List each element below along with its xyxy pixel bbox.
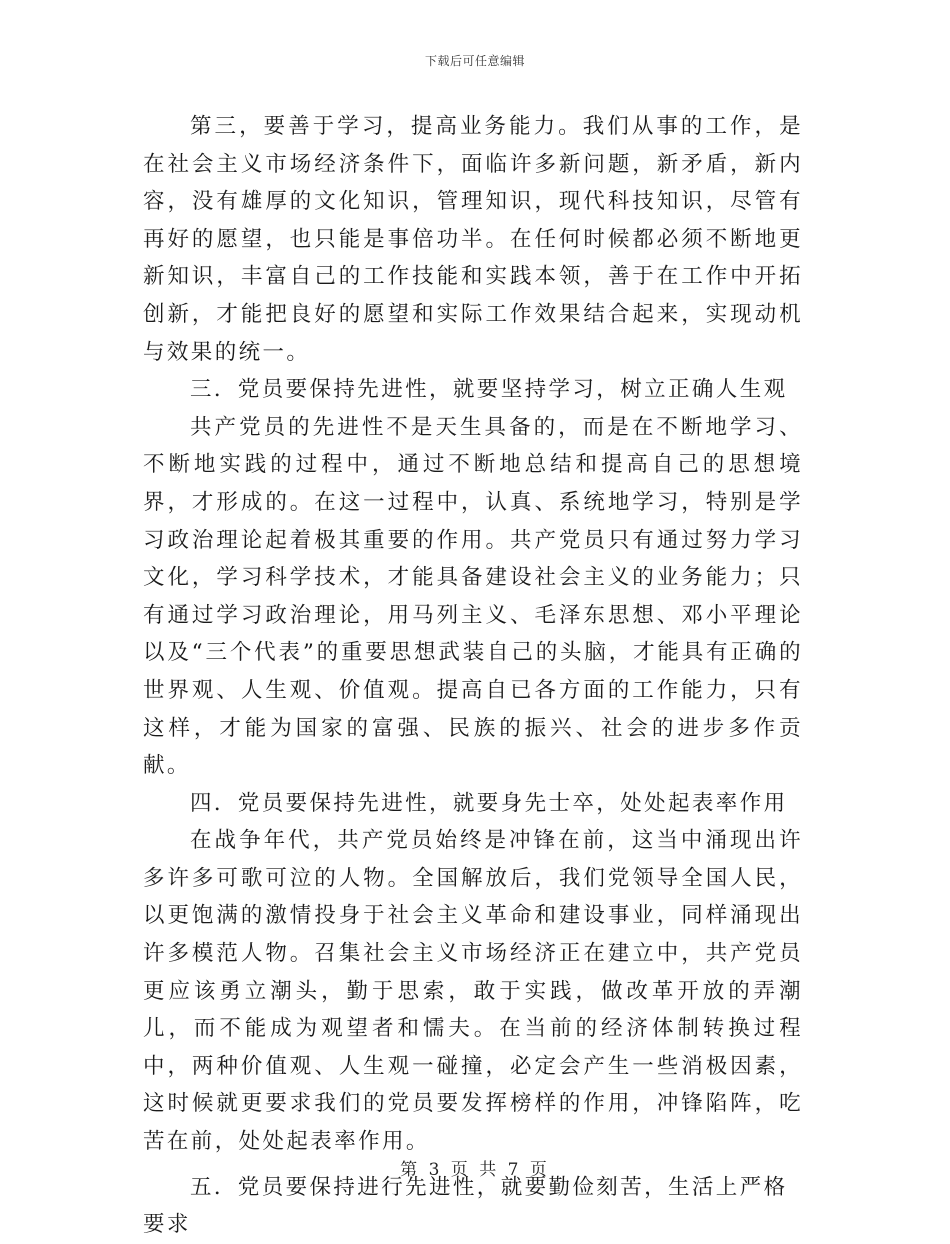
section-heading-5: 五．党员要保持进行先进性，就要勤俭刻苦，生活上严格要求	[143, 1174, 788, 1238]
paragraph-study-worldview: 共产党员的先进性不是天生具备的，而是在不断地学习、不断地实践的过程中，通过不断地总结和提高自己的思想境界，才形成的。在这一过程中，认真、系统地学习，特别是学习政治理论起着极其重要的作用。共产党员只有通过努力学习文化，学习科学技术，才能具备建设社会主义的业务能力；只有通过学习政治理论，用马列主义、毛泽东思想、邓小平理论以及“三个代表”的重要思想武装自己的头脑，才能具有正确的世界观、人生观、价值观。提高自已各方面的工作能力，只有这样，才能为国家的富强、民族的振兴、社会的进步多作贡献。	[143, 414, 803, 779]
page-number-footer: 第 3 页 共 7 页	[400, 1160, 550, 1180]
page-header: 下载后可任意编辑	[424, 54, 525, 68]
document-body	[143, 108, 803, 1244]
paragraph-study-ability: 第三，要善于学习，提高业务能力。我们从事的工作，是在社会主义市场经济条件下，面临许多新问题，新矛盾，新内容，没有雄厚的文化知识，管理知识，现代科技知识，尽管有再好的愿望，也只能是事倍功半。在任何时候都必须不断地更新知识，丰富自己的工作技能和实践本领，善于在工作中开拓创新，才能把良好的愿望和实际工作效果结合起来，实现动机与效果的统一。	[143, 114, 803, 365]
paragraph-lead-by-example: 在战争年代，共产党员始终是冲锋在前，这当中涌现出许多许多可歌可泣的人物。全国解放后，我们党领导全国人民，以更饱满的激情投身于社会主义革命和建设事业，同样涌现出许多模范人物。召集社会主义市场经济正在建立中，共产党员更应该勇立潮头，勤于思索，敢于实践，做改革开放的弄潮儿，而不能成为观望者和懦夫。在当前的经济体制转换过程中，两种价值观、人生观一碰撞，必定会产生一些消极因素，这时候就更要求我们的党员要发挥榜样的作用，冲锋陷阵，吃苦在前，处处起表率作用。	[143, 828, 803, 1155]
section-heading-4: 四．党员要保持先进性，就要身先士卒，处处起表率作用	[190, 790, 788, 816]
section-heading-3: 三．党员要保持先进性，就要坚持学习，树立正确人生观	[190, 377, 788, 403]
